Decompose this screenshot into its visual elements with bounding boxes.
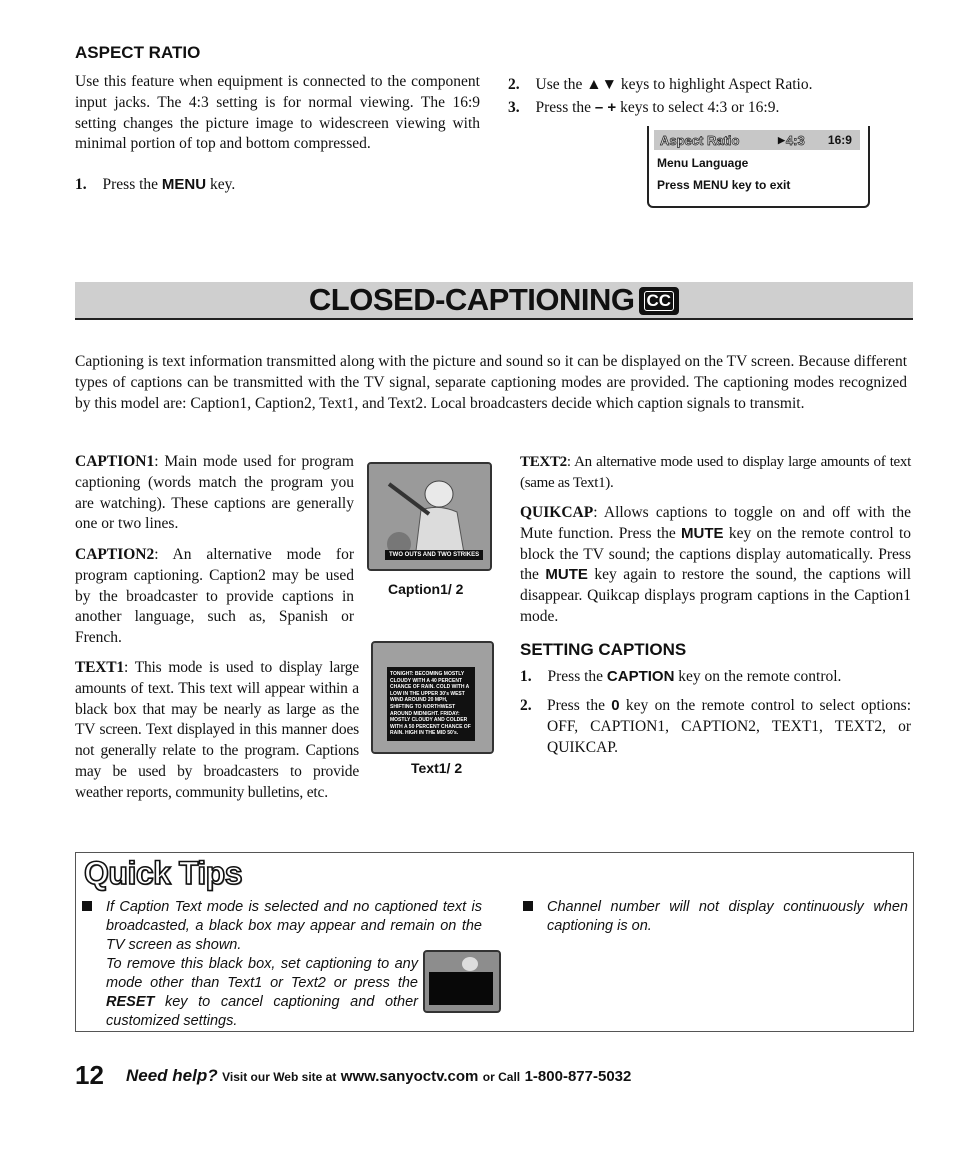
menu-row-exit-hint: Press MENU key to exit [657,178,791,192]
step-text: key on the remote control to select options: OFF, CAPTION1, CAPTION2, TEXT1, TEXT2, or QUIKCAP. [547,697,912,756]
image-label-text: Text1/ 2 [411,760,463,776]
minus-plus-keys: – + [594,99,617,116]
term-text1: TEXT1 [75,659,124,676]
text2-paragraph [520,452,911,494]
aspect-step-1 [75,175,480,196]
menu-row-language: Menu Language [657,156,749,170]
page-number: 12 [75,1060,104,1090]
cc-logo-icon: CC [639,287,680,315]
setting-captions-heading: SETTING CAPTIONS [520,640,687,659]
setting-step-2 [520,696,911,758]
website-link[interactable]: www.sanyoctv.com [340,1068,479,1085]
step-text: Press the [535,99,592,116]
tip-1-text-a: If Caption Text mode is selected and no captioned text is broadcasted, a black box may appear and remain on the TV screen as shown. [106,899,482,953]
quikcap-desc: key on the remote control to block the TV sound; the captions display automatically. Press the [520,524,912,584]
aspect-step-3 [508,98,908,119]
menu-key: MENU [161,176,207,193]
term-caption1: CAPTION1 [75,453,155,470]
step-number: 3. [508,99,520,116]
text-example-image [371,641,494,754]
caption-key: CAPTION [606,668,675,685]
quick-tips-box [75,852,914,1032]
step-number: 1. [520,668,532,685]
black-box-example-image [423,950,501,1013]
quick-tips-title: Quick Tips [84,855,243,891]
step-text: key on the remote control. [678,668,842,685]
term-caption2: CAPTION2 [75,546,155,563]
tip-2-text: Channel number will not display continuously when captioning is on. [547,899,908,934]
aspect-step-2 [508,75,908,96]
menu-option-16-9: 16:9 [827,133,852,147]
zero-key: 0 [611,697,620,714]
bullet-icon [523,901,533,911]
tip-2 [523,898,908,936]
aspect-intro: Use this feature when equipment is connected to the component input jacks. The 4:3 setting is for normal viewing. The 16:9 setting changes the picture image to widescreen viewing with minimal portion of top and bottom compressed. [75,73,480,153]
caption1-paragraph [75,452,354,535]
section-title: CLOSED-CAPTIONING [308,282,635,317]
up-down-arrow-icon: ▲▼ [586,76,617,93]
menu-row-aspect-ratio [654,130,860,150]
step-text: Press the [547,697,605,714]
text1-desc: : This mode is used to display large amounts of text. This text will appear within a black box that may be nearly as large as the TV screen. Text displayed in this manner does not generally relate to the program. Captions may be used by broadcasters to provide weather reports, community bulletins, etc. [75,659,359,801]
setting-step-1 [520,667,911,688]
step-text: keys to highlight Aspect Ratio. [620,76,813,93]
quikcap-desc: : Allows captions to toggle on and off with the Mute function. Press the [520,504,911,542]
step-text: Press the [102,176,159,193]
term-quikcap: QUIKCAP [520,504,594,521]
term-text2: TEXT2 [520,454,567,470]
reset-key: RESET [106,994,155,1010]
aspect-menu-osd [647,126,870,208]
step-number: 2. [520,697,532,714]
tip-1 [82,898,482,1031]
menu-label-aspect-ratio: Aspect Ratio [660,132,740,148]
aspect-ratio-heading: ASPECT RATIO [75,43,201,62]
step-text: Press the [547,668,604,685]
tip-text: To remove this black box, set captioning to any mode other than Text1 or Text2 or press the [106,956,418,991]
cc-intro: Captioning is text information transmitted along with the picture and sound so it can be displayed on the TV screen. Because different types of captions can be transmitted with the TV signal, separate captioning modes are provided. The captioning modes recognized by this model are: Caption1, Caption2, Text1, and Text2. Local broadcasters decide which caption signals to transmit. [75,353,907,412]
step-text: keys to select 4:3 or 16:9. [620,99,780,116]
mute-key: MUTE [545,566,588,584]
image-label-caption: Caption1/ 2 [388,581,464,597]
caption1-desc: : Main mode used for program captioning (words match the program you are watching). These captions are generally one or two lines. [75,453,354,533]
quikcap-paragraph [520,503,911,628]
or-call-label: or Call [482,1070,521,1084]
caption-strip: TWO OUTS AND TWO STRIKES [385,550,483,560]
closed-captioning-banner [75,282,913,320]
caption2-desc: : An alternative mode for program captioning. Caption2 may be used by the broadcaster to provide captions in another language, such as, Spanish or French. [75,546,354,647]
step-number: 1. [75,176,87,193]
bullet-icon [82,901,92,911]
tip-text: key to cancel captioning and other customized settings. [106,994,418,1029]
quikcap-desc: key again to restore the sound, the captions will disappear. Quikcap displays program captions in the Caption1 mode. [520,566,911,625]
caption2-paragraph [75,545,354,649]
text-box: TONIGHT: BECOMING MOSTLY CLOUDY WITH A 40 PERCENT CHANCE OF RAIN. COLD WITH A LOW IN THE UPPER 30's WEST WIND AROUND 20 MPH, SHIFTING TO NORTHWEST AROUND MIDNIGHT. FRIDAY: MOSTLY CLOUDY AND COLDER WITH A 50 PERCENT CHANCE OF RAIN. HIGH IN THE MID 50's. [387,667,475,741]
step-2-body [547,696,911,758]
text1-paragraph [75,658,359,804]
text2-desc: : An alternative mode used to display large amounts of text (same as Text1). [520,454,911,491]
visit-label: Visit our Web site at [222,1070,337,1084]
phone-number: 1-800-877-5032 [524,1068,632,1085]
tip-1-text-b [106,955,418,1031]
caption-example-image [367,462,492,571]
mute-key: MUTE [681,524,724,542]
need-help-label: Need help? [126,1066,218,1085]
step-text: key. [209,176,236,193]
tv-screen-illustration [425,952,499,1011]
selector-arrow-icon: ▶ [778,134,785,145]
step-text: Use the [535,76,583,93]
menu-option-4-3: 4:3 [785,132,805,148]
help-footer [126,1066,631,1086]
step-number: 2. [508,76,520,93]
